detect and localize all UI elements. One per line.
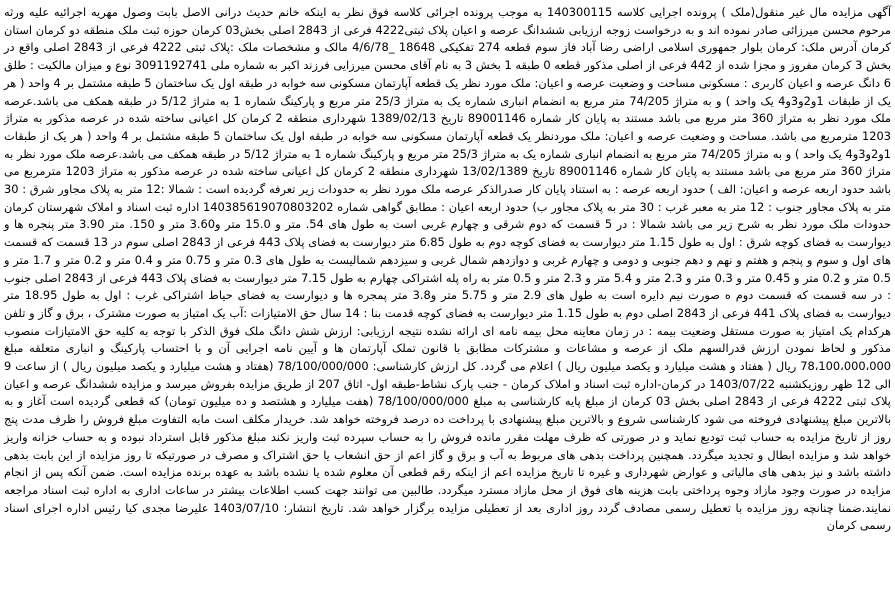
auction-notice-body: آگهی مزایده مال غیر منقول(ملک ) پرونده اجرایی کلاسه 140300115 به موجب پرونده اجرائی کلاسه فوق نظر به اینکه خانم حدیث درانی الاصل بابت وصول مهریه اجرائیه علیه ورثه مرحوم محسن میرزائی صادر نموده اند و به درخواست زوجه ارزیابی ششدانگ عرصه و اعیان پلاک ثبتی4222 فرعی از 2843 اصلی بخش03 کرمان حوزه ثبت ملک منطقه دو کرمان استان کرمان آدرس ملک: کرمان بلوار جمهوری اسلامی اراضی رضا آباد فاز سوم قطعه 274 تفکیکی 18648 _4/6/78 مالک و مشخصات ملک :پلاک ثبتی 4222 فرعی از 2843 اصلی واقع در بخش 3 کرمان مفروز و مجزا شده از 442 فرعی از اصلی مذکور قطعه 0 طبقه 1 بخش 3 به نام آقای محسن میرزایی فرزند اکبر به شماره ملی 3091192741 نوع و میزان مالکیت : طلق 6 دانگ عرصه و اعیان کاربری : مسکونی مساحت و وضعیت عرصه و اعیان: ملک مورد نظر یک قطعه آپارتمان مسکونی سه خوابه در طبقه اول یک ساختمان 5 طبقه مشتمل بر 4 واحد ( هر یک از طبقات 1و2و3و4 یک واحد ) و به متراژ 74/205 متر مربع به انضمام انباری شماره یک به متراژ 25/3 متر مربع و پارکینگ شماره 1 به متراژ 5/12 در طبقه همکف می باشد.عرصه ملک مورد نظر به متراژ 360 متر مربع می باشد مستند به پایان کار شماره 89001146 تاریخ 1389/02/13 شهرداری منطقه 2 کرمان کل اعیانی ساخته شده در عرصه مذکور به متراژ 1203 مترمربع می باشد. مساحت و وضعیت عرصه و اعیان: ملک موردنظر یک قطعه آپارتمان مسکونی سه خوابه در طبقه اول یک ساختمان 5 طبقه مشتمل بر 4 واحد ( هر یک از طبقات 1و2و3و4 یک واحد ) و به متراژ 74/205 متر مربع به انضمام انباری شماره یک به متراژ 25/3 متر مربع و پارکینگ شماره 1 به متراژ 5/12 در طبقه همکف می باشد.عرصه ملک مورد نظر به متراژ 360 متر مربع می باشد مستند به پایان کار شماره 89001146 تاریخ 13/02/1389 شهرداری منطقه 2 کرمان کل اعیانی ساخته شده در عرصه مذکور به متراژ 1203 مترمربع می باشد حدود اربعه عرصه و اعیان: الف ) حدود اربعه عرصه : به استناد پایان کار صدرالذکر عرصه ملک مورد نظر به حدودات زیر تعرفه گردیده است : شمالا :12 متر به پلاک مجاور شرق : 30 متر به پلاک مجاور جنوب : 12 متر به معبر غرب : 30 متر به پلاک مجاور ب) حدود اربعه اعیان : مطابق گواهی شماره 140385619070803202 اداره ثبت اسناد و املاک شهرستان کرمان حدودات ملک مورد نظر به شرح زیر می باشد شمالا : در 5 قسمت که دوم شرقی و چهارم غربی است به طول های 54. متر و 15.0 متر و3.60 متر و 150. متر 3.90 متر پنجره ها و دیوارست به فضای کوچه شرق : اول به طول 1.15 متر دیوارست به فضای کوچه دوم به طول 6.85 متر دیوارست به فضای پلاک 443 فرعی از 2843 اصلی سوم در 13 قسمت که قسمت های اول و سوم و پنجم و هفتم و نهم و دهم جنوبی و دومی و چهارم غربی و دوازدهم شمال غربی و سیزدهم شمالیست به طول های 0.3 متر و 0.75 متر و 0.4 متر و 0.2 متر و 1.7 متر و 0.5 متر و 0.2 متر و 0.45 متر و 0.3 متر و 2.3 متر و 5.4 متر و 2.3 متر و 0.5 متر به راه پله اشتراکی چهارم به طول 7.15 متر دیوارست به فضای پلاک 443 فرعی از 2843 اصلی جنوب : در سه قسمت که قسمت دوم ه صورت نیم دایره است به طول های 2.9 متر و 5.75 متر و3.8 متر پمجره ها و دیوارست به فضای حیاط اشتراکی غرب : اول به طول 18.95 متر دیوارست به فضای پلاک 441 فرعی از 2843 اصلی دوم به طول 1.15 متر دیوارست به فضای کوچه قدمت بنا : 14 سال حق الامتیازات :آب یک امتیاز به صورت مشترک ، برق و گاز و تلفن هرکدام یک امتیاز به صورت مستقل وضعیت بیمه : در زمان معاینه محل بیمه نامه ای ارائه نشده نتیجه ارزیابی: ارزش شش دانگ ملک فوق الذکر با توجه به کلیه حق الامتیازات منصوب مذکور و لحاظ نمودن ارزش قدرالسهم ملک از عرصه و مشاعات و مشترکات مطابق با قانون تملک آپارتمان ها و آیین نامه اجرایی آن و با احتساب پارکینگ و انباری متعلقه مبلغ 78،100،000،000 ریال ( هفتاد و هشت میلیارد و یکصد میلیون ریال ) اعلام می گردد. کل ارزش کارشناسی: 78/100/000/000 (هفتاد و هشت میلیارد و یکصد میلیون ریال ) از ساعت 9 الی 12 ظهر روزیکشنبه 1403/07/22 در کرمان-اداره ثبت اسناد و املاک کرمان - جنب پارک نشاط-طبقه اول- اتاق 207 از طریق مزایده بفروش میرسد و مزایده ششدانگ عرصه و اعیان پلاک ثبتی 4222 فرعی از 2843 اصلی بخش 03 کرمان از مبلغ پایه کارشناسی به مبلغ 78/100/000/000 (هفت میلیارد و هشتصد و ده میلیون تومان) که قطعی گردیده است آغاز و به بالاترین مبلغ پیشنهادی فروخته می شود کارشناسی شروع و بالاترین مبلغ پیشنهادی با پرداخت ده درصد فروخته خواهد شد. خریدار مکلف است مابه التفاوت مبلغ فروش را ظرف مدت پنج روز از تاریخ مزایده به حساب ثبت تودیع نماید و در صورتی که ظرف مهلت مقرر مانده فروش را به حساب سپرده ثبت واریز نکند مبلغ مذکور قابل استرداد نبوده و به حساب خزانه واریز خواهد شد و مزایده ابطال و تجدید میگردد. همچنین پرداخت بدهی های مربوط به آب و برق و گاز اعم از حق انشعاب یا حق اشتراک و مصرف در صورتیکه تا روز مزایده از این بابت بدهی داشته باشد و نیز بدهی های مالیاتی و عوارض شهرداری و غیره تا تاریخ مزایده اعم از اینکه رقم قطعی آن معلوم شده یا نشده باشد به عهده برنده مزایده است. ضمن آنکه پس از انجام مزایده در صورت وجود مازاد وجوه پرداختی بابت هزینه های فوق از محل مازاد مسترد میگردد. طالبین می توانند جهت کسب اطلاعات بیشتر در ساعات اداری به اداره ثبت اسناد مراجعه نمایند.ضمنا چنانچه روز مزایده با تعطیل رسمی مصادف گردد روز اداری بعد از تعطیلی مزایده برگزار خواهد شد. تاریخ انتشار: 1403/07/10 علیرضا مجدی کیا رئیس اداره اجرای اسناد رسمی کرمان — [4, 5, 892, 533]
